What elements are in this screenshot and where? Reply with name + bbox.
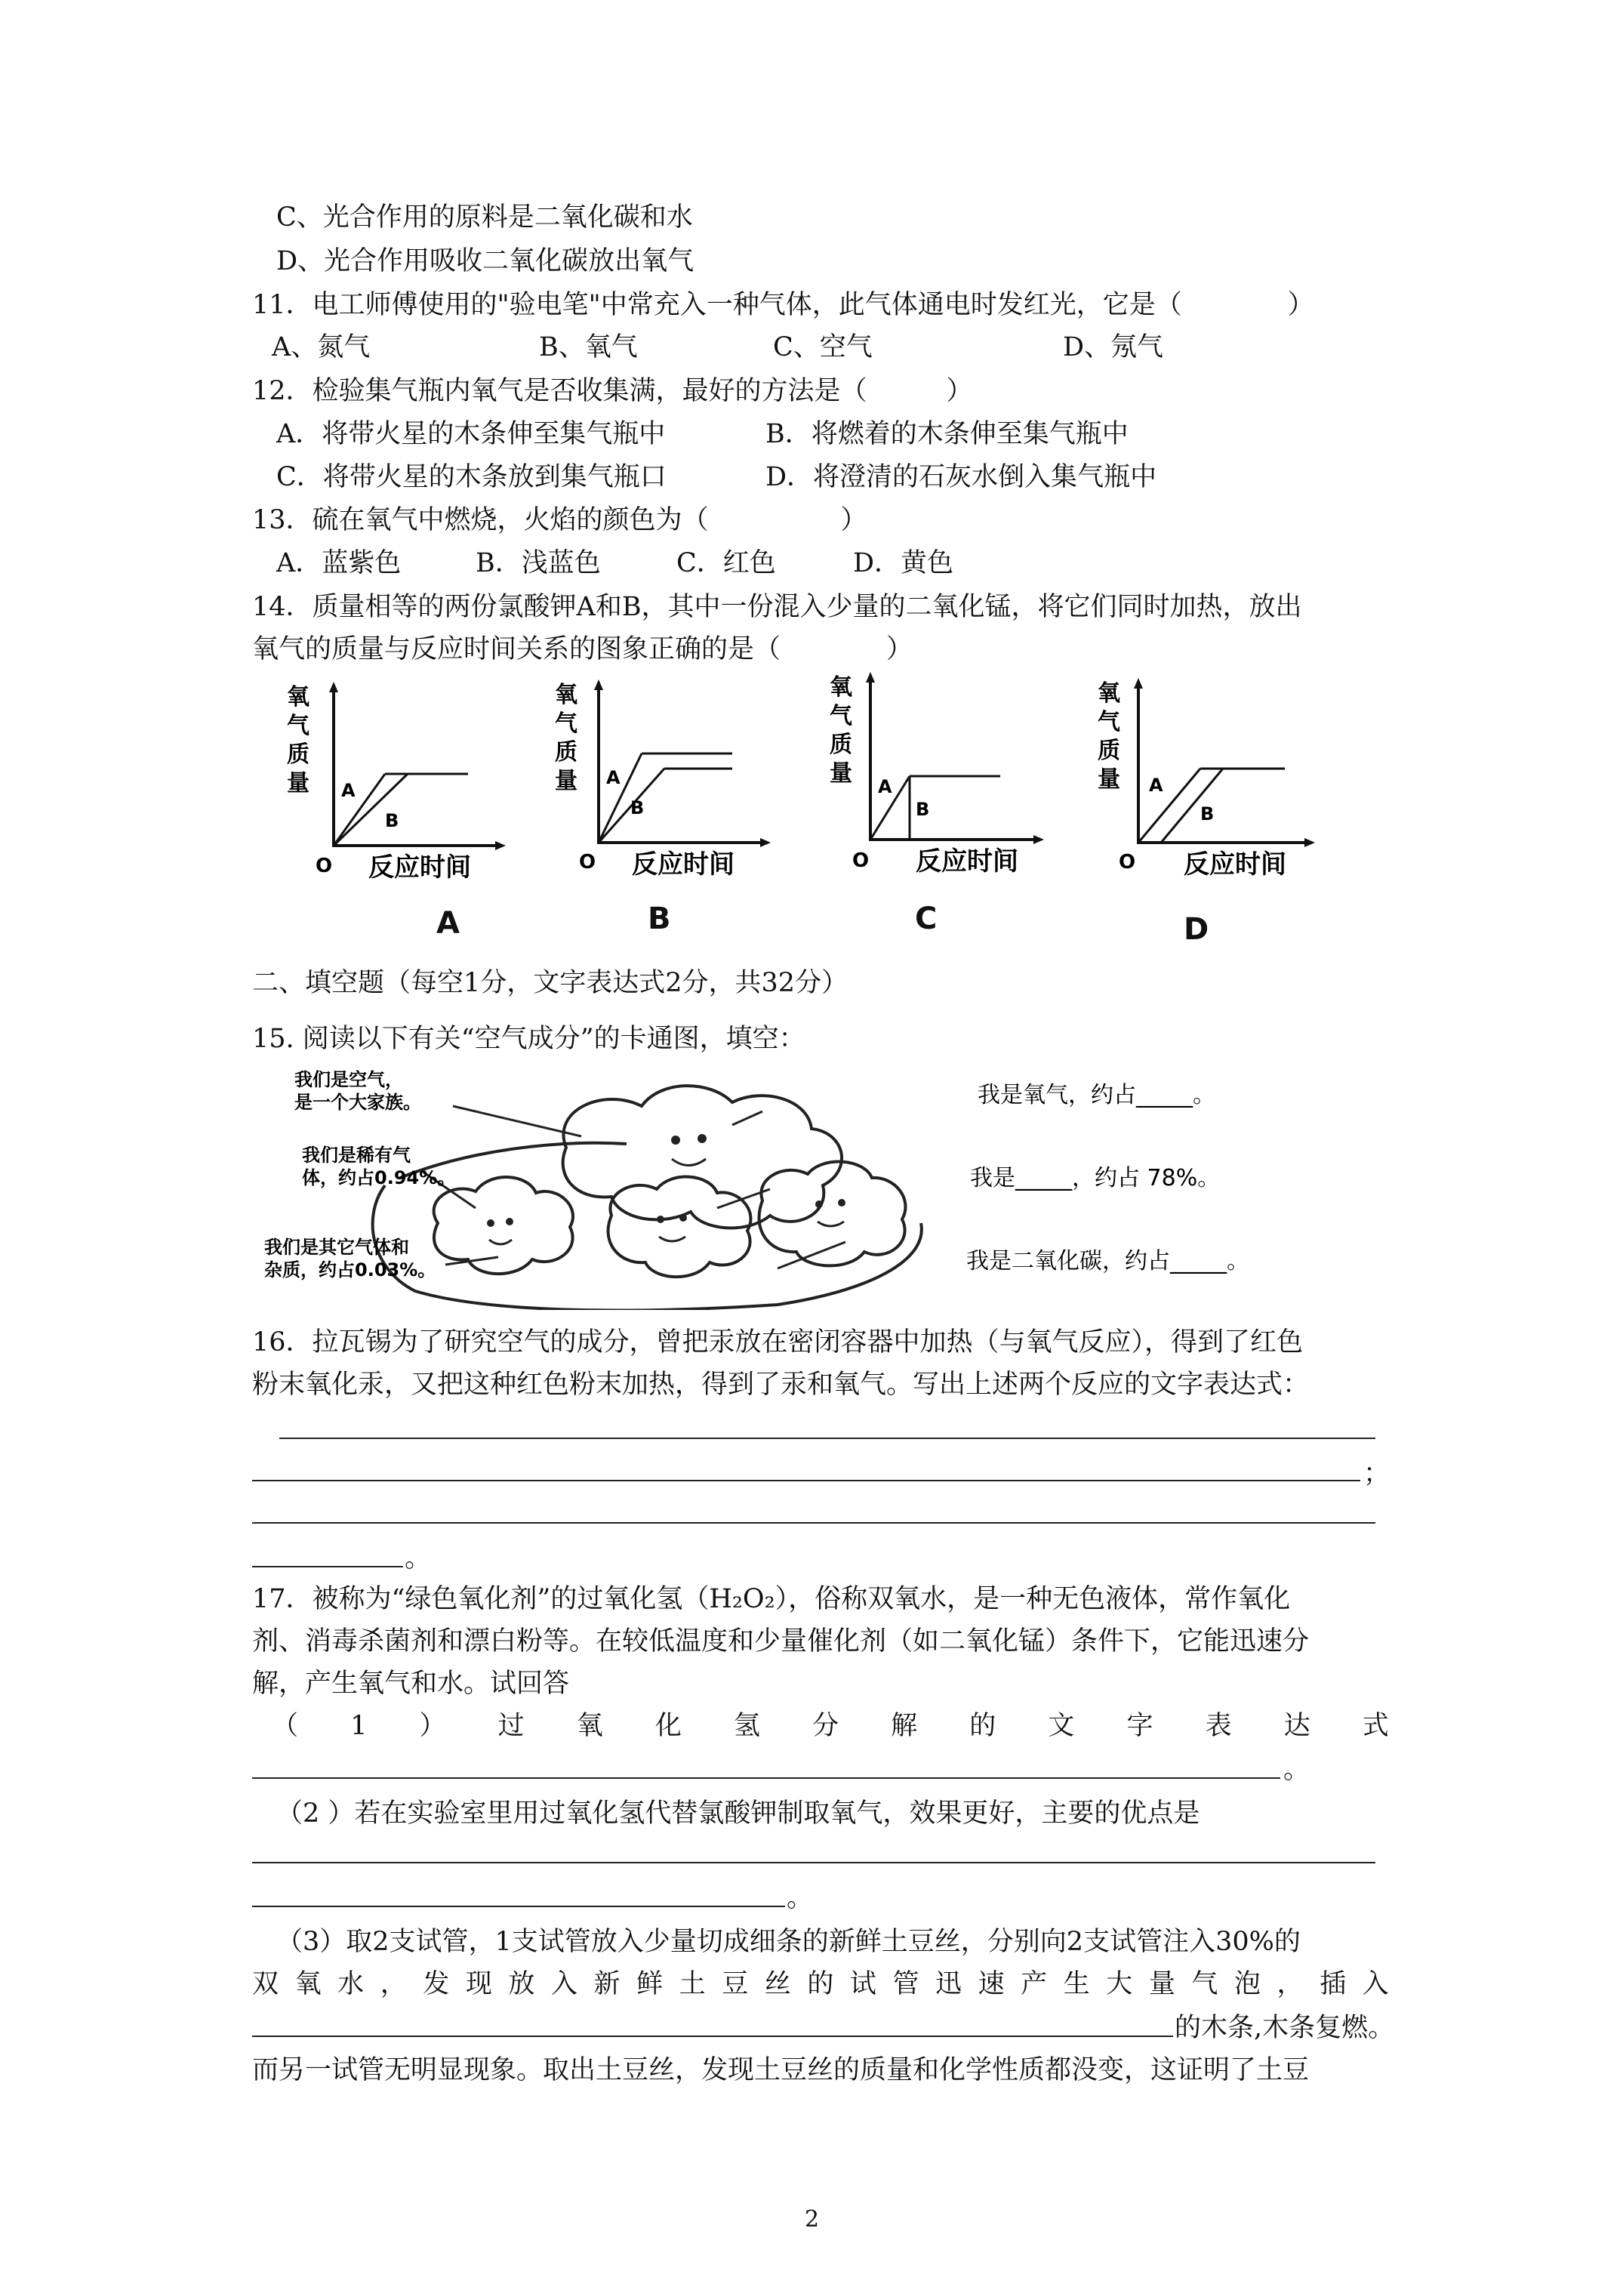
q11-option-c: C、空气 — [773, 332, 873, 362]
q17-part1-prompt: （ 1 ） 过 氧 化 氢 分 解 的 文 字 表 达 式 — [272, 1711, 1389, 1741]
svg-text:氧: 氧 — [1098, 680, 1120, 707]
svg-text:气: 气 — [830, 703, 852, 729]
cartoon-right-labels — [966, 1082, 1249, 1274]
graph-a-x-arrow — [495, 841, 506, 850]
svg-text:气: 气 — [287, 713, 310, 739]
label-noble-gas-2: 体，约占0.94%。 — [302, 1167, 456, 1188]
graph-a — [279, 676, 513, 883]
q17-part1-answer-line — [252, 1777, 1280, 1779]
graph-d-axes — [1138, 686, 1307, 843]
q17-line3: 解，产生氧气和水。试回答 — [252, 1669, 570, 1699]
q17-part2-answer-line-1 — [252, 1862, 1375, 1863]
svg-text:氧: 氧 — [830, 674, 852, 701]
graph-b-axes — [599, 687, 763, 843]
graph-b-y-arrow — [594, 680, 603, 690]
graph-a-label-a: A — [341, 780, 356, 801]
q16-period: 。 — [405, 1543, 432, 1573]
q13-option-a: A．蓝紫色 — [276, 548, 402, 578]
graph-a-y-label — [287, 684, 310, 797]
label-other-gas-1: 我们是其它气体和 — [264, 1237, 409, 1258]
graph-a-x-label: 反应时间 — [368, 852, 471, 883]
q16-line2: 粉末氧化汞，又把这种红色粉末加热，得到了汞和氧气。写出上述两个反应的文字表达式： — [252, 1370, 1310, 1400]
q17-part3-answer-line — [252, 2036, 1173, 2037]
q11-option-a: A、氮气 — [272, 332, 371, 362]
q12-stem: 12．检验集气瓶内氧气是否收集满，最好的方法是（ ） — [252, 376, 973, 406]
graph-c-x-label: 反应时间 — [916, 846, 1018, 877]
q12-option-a: A．将带火星的木条伸至集气瓶中 — [276, 419, 666, 449]
label-air-family-2: 是一个大家族。 — [294, 1092, 421, 1113]
q11-options — [272, 331, 1253, 364]
q17-part1-period: 。 — [1283, 1755, 1310, 1785]
q17-part2-prompt: （2 ）若在实验室里用过氧化氢代替氯酸钾制取氧气，效果更好，主要的优点是 — [276, 1798, 1200, 1829]
q17-part3-line1: （3）取2支试管，1支试管放入少量切成细条的新鲜土豆丝，分别向2支试管注入30%的 — [276, 1927, 1301, 1957]
svg-text:量: 量 — [1098, 766, 1120, 793]
q17-part3-line3-end: 的木条,木条复燃。 — [1175, 2013, 1395, 2043]
graph-c-x-arrow — [1033, 835, 1044, 844]
q16-answer-line-1 — [279, 1438, 1375, 1439]
q13-stem: 13．硫在氧气中燃烧，火焰的颜色为（ ） — [252, 505, 867, 535]
graph-c-axes — [870, 680, 1036, 840]
graph-b-label-b: B — [630, 797, 645, 818]
graph-b-y-label — [555, 682, 577, 794]
q10-option-c: C、光合作用的原料是二氧化碳和水 — [276, 202, 693, 233]
q12-option-c: C．将带火星的木条放到集气瓶口 — [276, 462, 667, 492]
q17-line2: 剂、消毒杀菌剂和漂白粉等。在较低温度和少量催化剂（如二氧化锰）条件下，它能迅速分 — [252, 1626, 1310, 1657]
label-air-family-1: 我们是空气， — [294, 1069, 403, 1090]
q13-option-c: C．红色 — [676, 548, 776, 578]
svg-text:气: 气 — [555, 710, 577, 737]
q17-part2-answer-line-2 — [252, 1906, 785, 1907]
section-2-title: 二、填空题（每空1分，文字表达式2分，共32分） — [252, 968, 848, 998]
q17-part2-period: 。 — [787, 1883, 814, 1913]
svg-text:量: 量 — [555, 768, 577, 794]
graph-c — [819, 664, 1053, 880]
graph-d-x-label: 反应时间 — [1184, 849, 1286, 880]
q16-semicolon: ； — [1363, 1459, 1390, 1489]
graph-b — [547, 670, 781, 882]
svg-text:质: 质 — [287, 741, 310, 768]
q11-option-b: B、氧气 — [539, 332, 638, 362]
graph-b-label-a: A — [606, 767, 621, 788]
graph-c-origin: O — [852, 849, 870, 872]
graph-b-x-label: 反应时间 — [632, 849, 735, 880]
label-nitrogen: 我是_____，约占 78%。 — [970, 1165, 1221, 1191]
svg-text:质: 质 — [555, 739, 577, 766]
cartoon-smiles — [489, 1159, 844, 1244]
graph-d-y-label — [1098, 680, 1120, 793]
q14-stem-line2: 氧气的质量与反应时间关系的图象正确的是（ ） — [252, 634, 913, 664]
q10-option-d: D、光合作用吸收二氧化碳放出氧气 — [276, 246, 694, 276]
q12-option-b: B．将燃着的木条伸至集气瓶中 — [765, 419, 1129, 449]
q17-line1: 17．被称为“绿色氧化剂”的过氧化氢（H₂O₂），俗称双氧水，是一种无色液体，常作氧化 — [252, 1584, 1291, 1614]
q16-answer-line-3 — [252, 1522, 1375, 1524]
graph-d-label-b: B — [1200, 803, 1215, 824]
q16-answer-line-4 — [252, 1566, 403, 1567]
graph-b-origin: O — [579, 851, 596, 874]
graph-d-y-arrow — [1134, 678, 1143, 689]
svg-text:量: 量 — [830, 760, 852, 787]
q15-stem: 15. 阅读以下有关“空气成分”的卡通图，填空： — [252, 1024, 805, 1054]
graph-c-y-label — [830, 674, 852, 787]
q13-options — [276, 547, 1031, 580]
graph-c-caption: C — [915, 901, 938, 936]
q13-option-b: B．浅蓝色 — [476, 548, 601, 578]
q11-option-d: D、氖气 — [1063, 332, 1164, 362]
graph-d-x-arrow — [1304, 838, 1315, 847]
q11-stem: 11．电工师傅使用的"验电笔"中常充入一种气体，此气体通电时发红光，它是（ ） — [252, 290, 1314, 320]
q16-answer-line-2 — [252, 1480, 1360, 1481]
svg-text:质: 质 — [1098, 738, 1120, 764]
svg-text:量: 量 — [287, 770, 310, 797]
svg-text:氧: 氧 — [555, 682, 577, 708]
q17-part3-line4: 而另一试管无明显现象。取出土豆丝，发现土豆丝的质量和化学性质都没变，这证明了土豆 — [252, 2055, 1310, 2085]
graph-a-origin: O — [316, 855, 333, 877]
graph-b-x-arrow — [760, 838, 771, 847]
label-noble-gas-1: 我们是稀有气 — [302, 1145, 411, 1166]
label-other-gas-2: 杂质，约占0.03%。 — [264, 1259, 436, 1281]
q17-part3-line2: 双 氧 水 ， 发 现 放 入 新 鲜 土 豆 丝 的 试 管 迅 速 产 生 大 量 气 泡 ， 插 入 — [252, 1969, 1389, 1999]
graph-d — [1087, 670, 1321, 883]
graph-c-label-b: B — [916, 799, 930, 820]
label-oxygen: 我是氧气，约占_____。 — [978, 1082, 1215, 1108]
svg-text:质: 质 — [830, 732, 852, 758]
cartoon-cloud-figures — [373, 1086, 922, 1310]
graph-a-label-b: B — [385, 810, 399, 831]
graph-d-caption: D — [1184, 912, 1209, 947]
page-number: 2 — [805, 2206, 820, 2233]
q13-option-d: D．黄色 — [853, 548, 954, 578]
q14-stem-line1: 14．质量相等的两份氯酸钾A和B，其中一份混入少量的二氧化锰，将它们同时加热，放出 — [252, 592, 1302, 622]
graph-d-origin: O — [1119, 851, 1136, 874]
graph-a-y-arrow — [329, 682, 338, 692]
graph-c-y-arrow — [866, 672, 875, 683]
graph-b-caption: B — [648, 901, 671, 936]
svg-text:氧: 氧 — [287, 684, 310, 710]
label-carbon-dioxide: 我是二氧化碳，约占_____。 — [966, 1248, 1249, 1274]
q12-option-d: D．将澄清的石灰水倒入集气瓶中 — [765, 462, 1157, 492]
air-composition-cartoon — [249, 1065, 1306, 1310]
graph-d-label-a: A — [1149, 775, 1163, 796]
svg-text:气: 气 — [1098, 709, 1120, 735]
q16-line1: 16．拉瓦锡为了研究空气的成分，曾把汞放在密闭容器中加热（与氧气反应），得到了红色 — [252, 1327, 1304, 1358]
graph-a-caption: A — [436, 906, 460, 941]
graph-c-label-a: A — [878, 776, 892, 797]
cartoon-left-labels — [264, 1069, 455, 1281]
